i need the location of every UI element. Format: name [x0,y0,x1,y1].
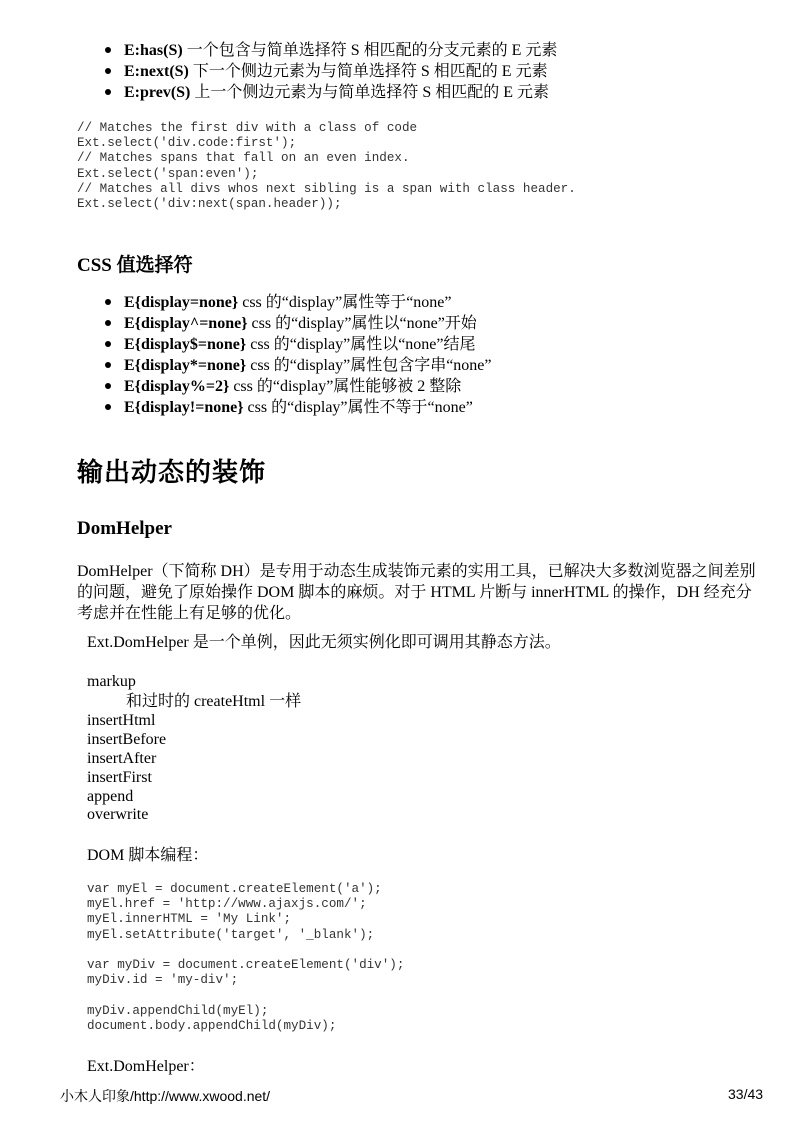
page-number: 33/43 [728,1086,764,1102]
code-line: Ext.select('span:even'); [77,166,259,181]
selector-key: E{display*=none} [124,357,247,374]
code-line: myEl.href = 'http://www.ajaxjs.com/'; [87,897,367,912]
selector-desc: css 的“display”属性能够被 2 整除 [233,378,462,395]
selector-desc: css 的“display”属性包含字串“none” [250,357,492,374]
bullet-icon [105,89,111,95]
list-item [105,82,557,103]
list-item [105,40,557,61]
method-name: insertFirst [87,769,152,786]
selector-key: E:next(S) [124,63,189,80]
code-line: var myEl = document.createElement('a'); [87,882,382,896]
list-item [105,313,492,334]
selector-desc: css 的“display”属性以“none”开始 [251,315,477,332]
method-name: append [87,788,134,805]
selector-key: E{display%=2} [124,378,230,395]
dom-script-label: DOM 脚本编程： [87,847,209,864]
code-line: myDiv.id = 'my-div'; [87,973,239,988]
selector-desc: css 的“display”属性等于“none” [242,294,452,311]
ext-domhelper-label: Ext.DomHelper： [87,1058,205,1075]
bullet-icon [105,362,111,368]
selector-desc: 上一个侧边元素为与简单选择符 S 相匹配的 E 元素 [194,84,550,101]
method-name: insertBefore [87,731,167,748]
method-note: 和过时的 createHtml 一样 [126,693,302,710]
pseudo-selector-list [105,40,557,103]
method-name: markup [87,673,136,690]
code-line: myDiv.appendChild(myEl); [87,1003,269,1018]
bullet-icon [105,68,111,74]
selector-desc: 下一个侧边元素为与简单选择符 S 相匹配的 E 元素 [192,63,548,80]
code-line: myEl.innerHTML = 'My Link'; [87,912,292,927]
code-line: document.body.appendChild(myDiv); [87,1018,337,1033]
code-line: var myDiv = document.createElement('div'); [87,958,405,973]
list-item [105,292,492,313]
code-block [77,121,576,212]
list-item [105,334,492,355]
code-block [87,882,404,1034]
section-title: 输出动态的装饰 [77,458,267,487]
footer-source: 小木人印象/http://www.xwood.net/ [60,1088,271,1104]
bullet-icon [105,404,111,410]
list-item [105,397,492,418]
code-line: // Matches all divs whos next sibling is a span with class header. [77,181,576,196]
domhelper-paragraph: DomHelper（下简称 DH）是专用于动态生成装饰元素的实用工具，已解决大多数浏览器之间差别的问题，避免了原始操作 DOM 脚本的麻烦。对于 HTML 片断与 innerHTML 的操作，DH 经充分考虑并在性能上有足够的优化。 [77,563,756,622]
subsection-heading: DomHelper [77,518,172,539]
selector-key: E{display=none} [124,294,239,311]
bullet-icon [105,341,111,347]
css-value-selector-list [105,292,492,418]
method-name: insertAfter [87,750,157,767]
selector-key: E{display$=none} [124,336,247,353]
bullet-icon [105,47,111,53]
section-heading: CSS 值选择符 [77,255,193,276]
list-item [105,61,557,82]
code-line: myEl.setAttribute('target', '_blank'); [87,927,375,942]
bullet-icon [105,320,111,326]
code-line: Ext.select('div.code:first'); [77,136,297,151]
code-line: // Matches spans that fall on an even index. [77,151,410,166]
selector-desc: 一个包含与简单选择符 S 相匹配的分支元素的 E 元素 [186,42,558,59]
selector-key: E{display^=none} [124,315,248,332]
bullet-icon [105,299,111,305]
method-name: insertHtml [87,712,156,729]
selector-key: E:has(S) [124,42,183,59]
code-line: // Matches the first div with a class of code [77,121,418,135]
selector-key: E:prev(S) [124,84,191,101]
list-item [105,376,492,397]
code-line: Ext.select('div:next(span.header)); [77,197,342,212]
method-name: overwrite [87,806,149,823]
selector-desc: css 的“display”属性不等于“none” [247,399,473,416]
selector-key: E{display!=none} [124,399,244,416]
selector-desc: css 的“display”属性以“none”结尾 [250,336,476,353]
list-item [105,355,492,376]
singleton-note: Ext.DomHelper 是一个单例，因此无须实例化即可调用其静态方法。 [87,634,561,651]
bullet-icon [105,383,111,389]
